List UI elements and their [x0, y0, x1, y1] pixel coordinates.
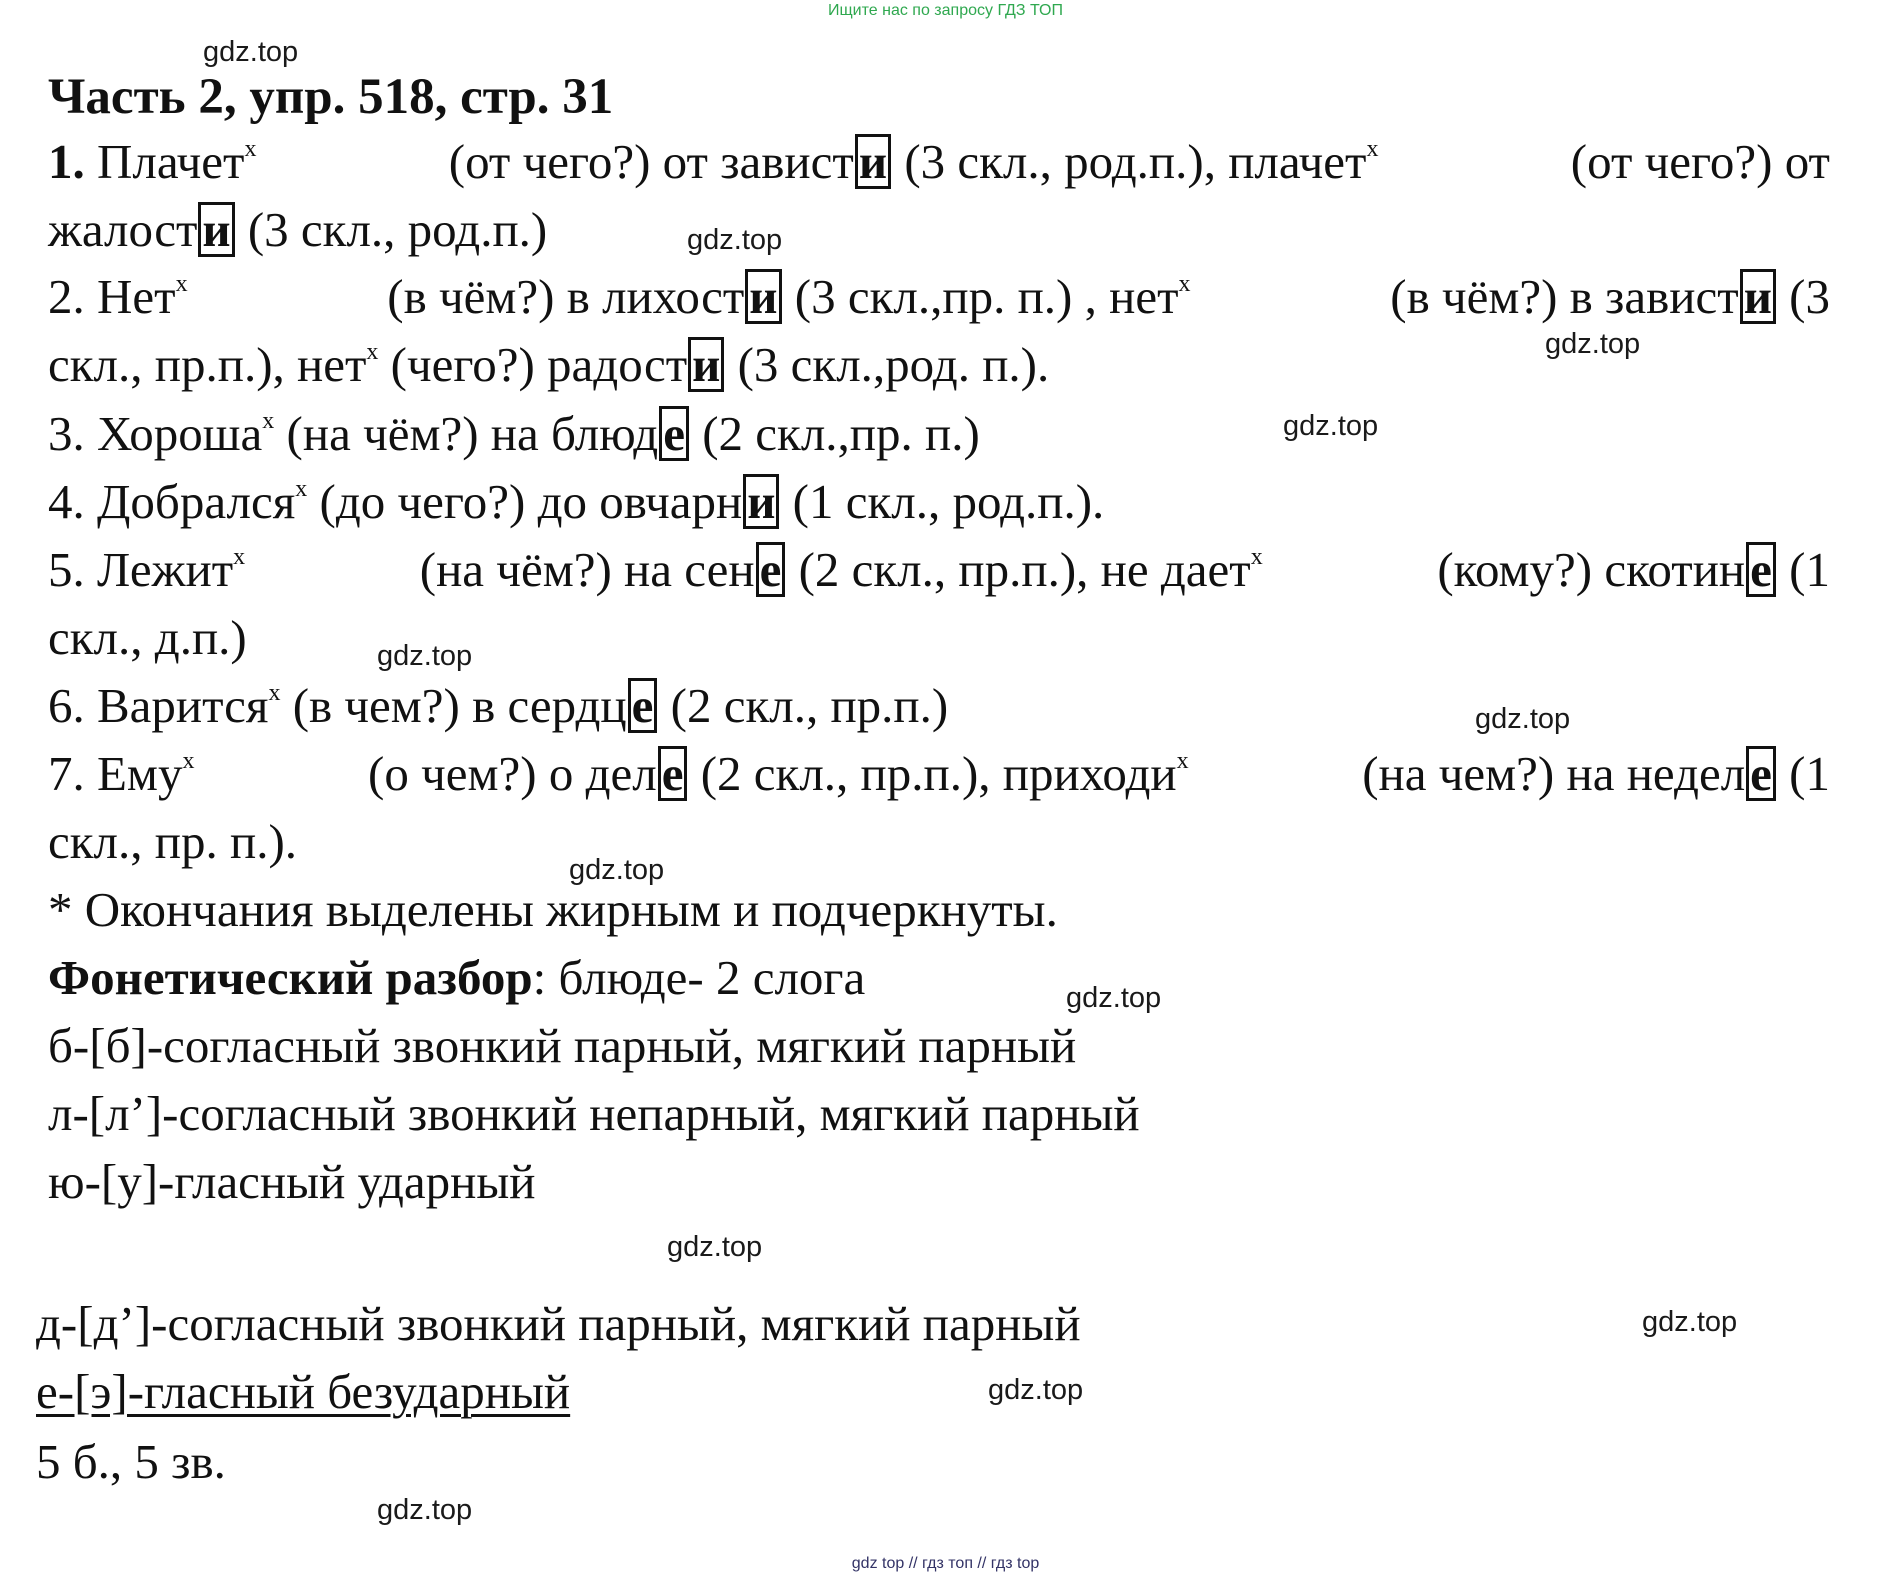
item-5-line-2: скл., д.п.) — [48, 610, 247, 665]
ending-box: е — [658, 746, 688, 801]
note: * Окончания выделены жирным и подчеркнуты. — [48, 882, 1058, 937]
watermark: gdz.top — [1475, 703, 1571, 735]
watermark: gdz.top — [203, 36, 299, 68]
watermark: gdz.top — [667, 1231, 763, 1263]
item-6: 6. Варится$^x$ (в чем?) в сердц е (2 скл., пр.п.) — [48, 678, 949, 733]
ending-box: е — [1746, 542, 1776, 597]
item-2-line-1: 2. Нет$^x$ (в чём?) в лихост и (3 скл.,пр. п.) , нет$^x$ (в чём?) в завист и (3 — [48, 269, 1830, 324]
ending-box: и — [1740, 269, 1776, 324]
ending-box: е — [659, 406, 689, 461]
ending-box: и — [198, 202, 234, 257]
watermark: gdz.top — [687, 224, 783, 256]
phonetic-heading: Фонетический разбор: блюде- 2 слога — [48, 950, 866, 1005]
phonetic-line: б-[б]-согласный звонкий парный, мягкий парный — [48, 1018, 1077, 1073]
ending-box: е — [1746, 746, 1776, 801]
top-banner[interactable]: Ищите нас по запросу ГДЗ ТОП — [828, 2, 1063, 19]
ending-box: е — [628, 678, 658, 733]
footer-links[interactable]: gdz top // гдз топ // гдз top — [851, 1555, 1040, 1572]
phonetic-summary: 5 б., 5 зв. — [36, 1434, 226, 1489]
item-5-line-1: 5. Лежит$^x$ (на чём?) на сен е (2 скл., пр.п.), не дает$^x$ (кому?) скотин е (1 — [48, 542, 1830, 597]
ending-box: е — [756, 542, 786, 597]
watermark: gdz.top — [1545, 328, 1641, 360]
page-title: Часть 2, упр. 518, стр. 31 — [48, 69, 614, 125]
item-2-line-2: скл., пр.п.), нет$^x$ (чего?) радост и (3 скл.,род. п.). — [48, 337, 1050, 392]
ending-box: и — [855, 134, 891, 189]
watermark: gdz.top — [377, 640, 473, 672]
watermark: gdz.top — [569, 854, 665, 886]
watermark: gdz.top — [988, 1374, 1084, 1406]
item-1-line-2: жалост и (3 скл., род.п.) — [48, 202, 548, 257]
ending-box: и — [688, 337, 724, 392]
item-1-middle: (от чего?) от завист и (3 скл., род.п.), плачет$^x$ — [448, 134, 1379, 189]
phonetic-line: д-[д’]-согласный звонкий парный, мягкий парный — [36, 1296, 1081, 1351]
phonetic-line: ю-[у]-гласный ударный — [48, 1154, 536, 1209]
ending-box: и — [745, 269, 781, 324]
item-7-line-1: 7. Ему$^x$ (о чем?) о дел е (2 скл., пр.п.), приходи$^x$ (на чем?) на недел е (1 — [48, 746, 1830, 801]
phonetic-line: е-[э]-гласный безударный — [36, 1364, 571, 1419]
item-1-line-1 — [48, 133, 1830, 190]
watermark: gdz.top — [1283, 410, 1379, 442]
item-1-end: (от чего?) от — [1570, 134, 1830, 189]
item-4: 4. Добрался$^x$ (до чего?) до овчарн и (1 скл., род.п.). — [48, 474, 1105, 529]
item-3: 3. Хороша$^x$ (на чём?) на блюд е (2 скл.,пр. п.) — [48, 406, 980, 461]
watermark: gdz.top — [377, 1494, 473, 1526]
phonetic-line: л-[л’]-согласный звонкий непарный, мягкий парный — [48, 1086, 1140, 1141]
watermark: gdz.top — [1642, 1306, 1738, 1338]
watermark: gdz.top — [1066, 982, 1162, 1014]
ending-box: и — [743, 474, 779, 529]
item-7-line-2: скл., пр. п.). — [48, 814, 298, 869]
item-1-start: 1. Плачет$^x$ — [48, 134, 257, 189]
